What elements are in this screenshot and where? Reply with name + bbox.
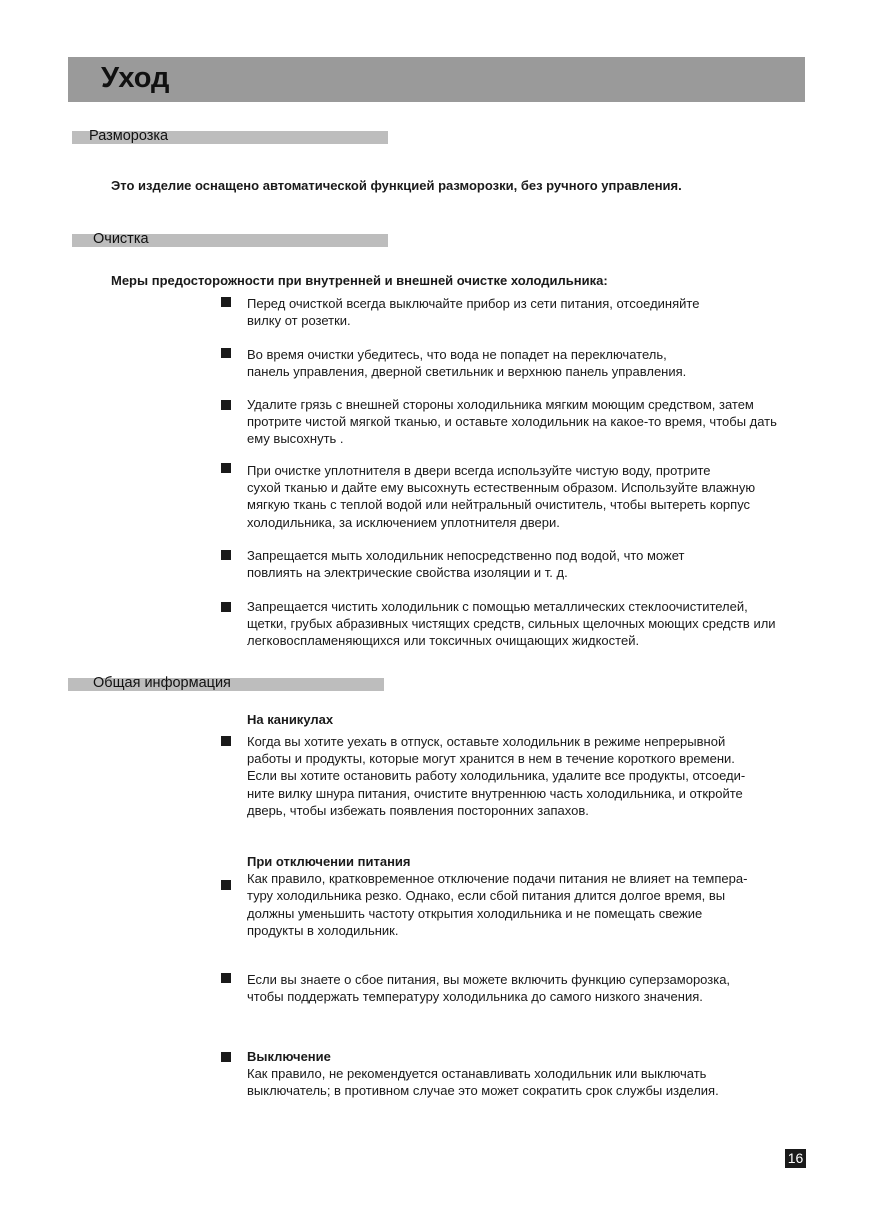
defrost-text: Это изделие оснащено автоматической функцией разморозки, без ручного управления. xyxy=(111,178,682,193)
bullet-icon xyxy=(221,348,231,358)
bullet-icon xyxy=(221,400,231,410)
section-header-defrost xyxy=(72,128,388,144)
section-header-general xyxy=(68,675,384,691)
bullet-icon xyxy=(221,297,231,307)
bullet-icon xyxy=(221,736,231,746)
bullet-icon xyxy=(221,880,231,890)
bullet-icon xyxy=(221,463,231,473)
shutdown-block: Выключение Как правило, не рекомендуется останавливать холодильник или выключать выключатель; в противном случае это может сократить срок службы изделия. xyxy=(247,1049,719,1099)
section-header-defrost-label: Разморозка xyxy=(89,128,169,144)
bullet-icon xyxy=(221,602,231,612)
superfreeze-text: Если вы знаете о сбое питания, вы можете включить функцию суперзаморозка, чтобы поддержать температуру холодильника до самого низкого значения. xyxy=(247,972,731,1005)
bullet-icon xyxy=(221,973,231,983)
cleaning-item-3: Удалите грязь с внешней стороны холодильника мягким моющим средством, затем протрите чистой мягкой тканью, и оставьте холодильник на какое-то время, чтобы дать ему высохнуть . xyxy=(247,397,777,447)
cleaning-intro: Меры предосторожности при внутренней и внешней очистке холодильника: xyxy=(111,273,608,288)
vacation-text: Когда вы хотите уехать в отпуск, оставьте холодильник в режиме непрерывной работы и продукты, которые могут хранится в нем в течение короткого времени. Если вы хотите остановить работу холодильника, удалите все продукты, отсоеди- ните вилку шнура питания, очистите внутреннюю часть холодильника, и откройте дверь, чтобы избежать появления посторонних запахов. xyxy=(247,734,746,818)
page-title-bar xyxy=(68,57,805,102)
power-off-heading: При отключении питания xyxy=(247,854,411,869)
vacation-heading: На каникулах xyxy=(247,712,334,727)
section-header-cleaning-label: Очистка xyxy=(93,231,149,247)
bullet-icon xyxy=(221,550,231,560)
vacation-heading-block xyxy=(247,711,333,728)
shutdown-heading: Выключение xyxy=(247,1049,331,1064)
section-header-general-label: Общая информация xyxy=(93,675,231,691)
cleaning-item-4: При очистке уплотнителя в двери всегда используйте чистую воду, протрите сухой тканью и дайте ему высохнуть естественным образом. Используйте влажную мягкую ткань с теплой водой или нейтральный очиститель, чтобы вытереть корпус холодильника, за исключением уплотнителя двери. xyxy=(247,463,756,530)
cleaning-item-2: Во время очистки убедитесь, что вода не попадет на переключатель, панель управления, дверной светильник и верхнюю панель управления. xyxy=(247,347,687,380)
cleaning-item-1: Перед очисткой всегда выключайте прибор из сети питания, отсоединяйте вилку от розетки. xyxy=(247,296,700,329)
power-off-block: При отключении питания Как правило, кратковременное отключение подачи питания не влияет на темпера- туру холодильника резко. Однако, если сбой питания длится долгое время, вы должны уменьшить частоту открытия холодильника и не помещать свежие продукты в холодильник. xyxy=(247,854,748,938)
section-header-cleaning xyxy=(72,231,388,247)
page-title: Уход xyxy=(101,62,170,94)
cleaning-item-5: Запрещается мыть холодильник непосредственно под водой, что может повлиять на электрические свойства изоляции и т. д. xyxy=(247,548,685,581)
bullet-icon xyxy=(221,1052,231,1062)
cleaning-item-6: Запрещается чистить холодильник с помощью металлических стеклоочистителей, щетки, грубых абразивных чистящих средств, сильных щелочных моющих средств или легковоспламеняющихся или токсичных очищающих жидкостей. xyxy=(247,599,776,649)
page-number: 16 xyxy=(785,1149,806,1168)
